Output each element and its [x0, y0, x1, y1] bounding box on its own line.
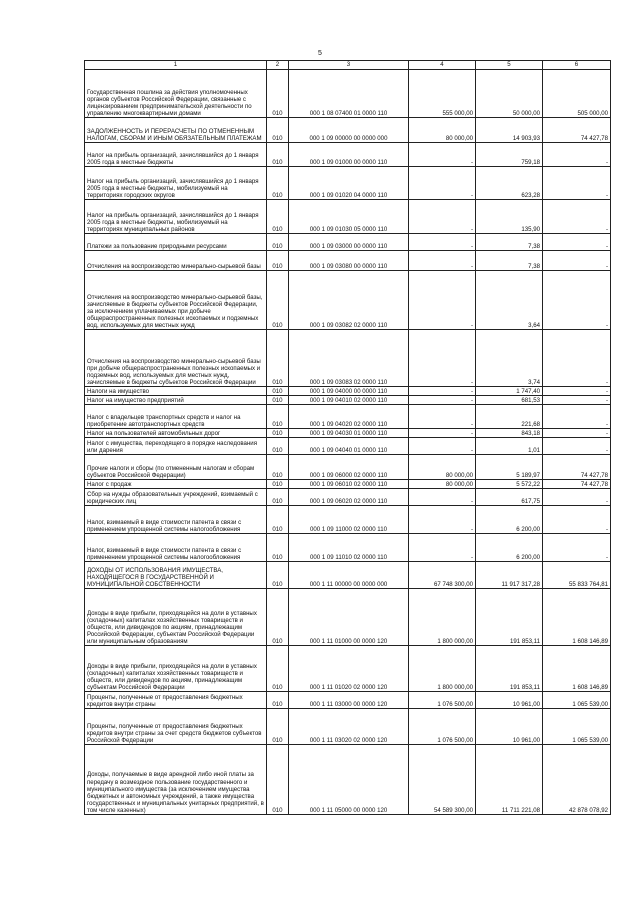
row-approved-amount-cell: 1 076 500,00	[409, 692, 476, 709]
row-name-cell: Налог с владельцев транспортных средств и налог на приобретение автотранспортных средств	[85, 405, 267, 429]
row-line-code-cell: 010	[267, 200, 289, 234]
row-budget-code-cell: 000 1 09 11010 02 0000 110	[289, 534, 409, 562]
column-header: 2	[267, 61, 289, 70]
row-name-cell: Налог на прибыль организаций, зачислявшийся до 1 января 2005 года в местные бюджеты	[85, 143, 267, 167]
row-executed-amount-cell: 1,01	[476, 438, 543, 455]
row-approved-amount-cell: 80 000,00	[409, 480, 476, 489]
table-row	[85, 330, 611, 387]
row-executed-amount-cell: 623,28	[476, 167, 543, 200]
table-row	[85, 709, 611, 745]
row-budget-code-cell: 000 1 09 00000 00 0000 000	[289, 118, 409, 143]
row-name-cell: Прочие налоги и сборы (по отмененным налогам и сборам субъектов Российской Федерации)	[85, 455, 267, 480]
row-executed-amount-cell: 759,18	[476, 143, 543, 167]
table-row	[85, 387, 611, 396]
row-line-code-cell: 010	[267, 387, 289, 396]
row-executed-amount-cell: 3,64	[476, 271, 543, 330]
row-line-code-cell: 010	[267, 506, 289, 534]
row-unexecuted-amount-cell: -	[543, 234, 611, 251]
row-budget-code-cell: 000 1 09 04010 02 0000 110	[289, 396, 409, 405]
row-approved-amount-cell: -	[409, 387, 476, 396]
row-line-code-cell: 010	[267, 143, 289, 167]
row-executed-amount-cell: 7,38	[476, 234, 543, 251]
row-name-cell: Доходы в виде прибыли, приходящейся на доли в уставных (складочных) капиталах хозяйственных товариществ и обществ, или дивидендов по акциям, принадлежащим субъектам Российской Федерации	[85, 646, 267, 692]
row-unexecuted-amount-cell: 74 427,78	[543, 480, 611, 489]
row-approved-amount-cell: 80 000,00	[409, 455, 476, 480]
column-header: 5	[476, 61, 543, 70]
row-line-code-cell: 010	[267, 534, 289, 562]
row-name-cell: Налог на имущество предприятий	[85, 396, 267, 405]
budget-report-table	[84, 60, 611, 815]
row-line-code-cell: 010	[267, 429, 289, 438]
row-approved-amount-cell: -	[409, 534, 476, 562]
row-line-code-cell: 010	[267, 70, 289, 118]
table-row	[85, 167, 611, 200]
row-line-code-cell: 010	[267, 480, 289, 489]
table-row	[85, 589, 611, 646]
row-unexecuted-amount-cell: -	[543, 396, 611, 405]
row-unexecuted-amount-cell: 505 000,00	[543, 70, 611, 118]
row-budget-code-cell: 000 1 11 01000 00 0000 120	[289, 589, 409, 646]
row-name-cell: Сбор на нужды образовательных учреждений, взимаемый с юридических лиц	[85, 489, 267, 506]
row-unexecuted-amount-cell: -	[543, 429, 611, 438]
row-budget-code-cell: 000 1 09 03080 00 0000 110	[289, 251, 409, 271]
row-budget-code-cell: 000 1 09 04000 00 0000 110	[289, 387, 409, 396]
row-approved-amount-cell: -	[409, 167, 476, 200]
row-unexecuted-amount-cell: 1 608 146,89	[543, 589, 611, 646]
row-executed-amount-cell: 191 853,11	[476, 646, 543, 692]
row-budget-code-cell: 000 1 11 03000 00 0000 120	[289, 692, 409, 709]
row-budget-code-cell: 000 1 09 04040 01 0000 110	[289, 438, 409, 455]
row-name-cell: Налог на прибыль организаций, зачислявшийся до 1 января 2005 года в местные бюджеты, мобилизуемый на территориях городских округов	[85, 167, 267, 200]
row-budget-code-cell: 000 1 09 06010 02 0000 110	[289, 480, 409, 489]
column-header: 3	[289, 61, 409, 70]
row-executed-amount-cell: 221,68	[476, 405, 543, 429]
row-budget-code-cell: 000 1 09 03000 00 0000 110	[289, 234, 409, 251]
row-line-code-cell: 010	[267, 438, 289, 455]
row-executed-amount-cell: 1 747,40	[476, 387, 543, 396]
row-approved-amount-cell: 67 748 300,00	[409, 562, 476, 589]
row-approved-amount-cell: -	[409, 143, 476, 167]
row-unexecuted-amount-cell: 74 427,78	[543, 118, 611, 143]
table-row	[85, 271, 611, 330]
row-name-cell: Отчисления на воспроизводство минерально-сырьевой базы при добыче общераспространенных полезных ископаемых и подземных вод, используемых для местных нужд, зачисляемые в бюджеты субъектов Российской Федерации	[85, 330, 267, 387]
row-approved-amount-cell: 555 000,00	[409, 70, 476, 118]
row-line-code-cell: 010	[267, 455, 289, 480]
row-unexecuted-amount-cell: -	[543, 271, 611, 330]
row-budget-code-cell: 000 1 11 03020 02 0000 120	[289, 709, 409, 745]
row-budget-code-cell: 000 1 09 03082 02 0000 110	[289, 271, 409, 330]
row-unexecuted-amount-cell: -	[543, 489, 611, 506]
row-approved-amount-cell: -	[409, 251, 476, 271]
row-line-code-cell: 010	[267, 167, 289, 200]
row-budget-code-cell: 000 1 09 01020 04 0000 110	[289, 167, 409, 200]
row-executed-amount-cell: 10 961,00	[476, 692, 543, 709]
row-unexecuted-amount-cell: -	[543, 251, 611, 271]
row-line-code-cell: 010	[267, 646, 289, 692]
row-budget-code-cell: 000 1 11 01020 02 0000 120	[289, 646, 409, 692]
row-name-cell: Налоги на имущество	[85, 387, 267, 396]
row-approved-amount-cell: -	[409, 506, 476, 534]
row-name-cell: Доходы в виде прибыли, приходящейся на доли в уставных (складочных) капиталах хозяйственных товариществ и обществ, или дивидендов по акциям, принадлежащим Российской Федерации, субъектам Российской Федерации или муниципальным образованиям	[85, 589, 267, 646]
row-unexecuted-amount-cell: -	[543, 438, 611, 455]
row-unexecuted-amount-cell: -	[543, 330, 611, 387]
table-row	[85, 234, 611, 251]
row-approved-amount-cell: 80 000,00	[409, 118, 476, 143]
row-budget-code-cell: 000 1 09 06000 02 0000 110	[289, 455, 409, 480]
row-unexecuted-amount-cell: 74 427,78	[543, 455, 611, 480]
column-header: 4	[409, 61, 476, 70]
row-budget-code-cell: 000 1 08 07400 01 0000 110	[289, 70, 409, 118]
row-executed-amount-cell: 14 903,93	[476, 118, 543, 143]
row-approved-amount-cell: -	[409, 330, 476, 387]
table-row	[85, 143, 611, 167]
table-row	[85, 70, 611, 118]
row-name-cell: Проценты, полученные от предоставления бюджетных кредитов внутри страны	[85, 692, 267, 709]
page-number: 5	[318, 50, 322, 57]
row-line-code-cell: 010	[267, 489, 289, 506]
row-name-cell: Проценты, полученные от предоставления бюджетных кредитов внутри страны за счет средств бюджетов субъектов Российской Федерации	[85, 709, 267, 745]
row-executed-amount-cell: 50 000,00	[476, 70, 543, 118]
row-line-code-cell: 010	[267, 692, 289, 709]
row-unexecuted-amount-cell: -	[543, 534, 611, 562]
row-executed-amount-cell: 191 853,11	[476, 589, 543, 646]
row-executed-amount-cell: 617,75	[476, 489, 543, 506]
row-approved-amount-cell: -	[409, 405, 476, 429]
row-executed-amount-cell: 10 961,00	[476, 709, 543, 745]
table-header-row	[85, 61, 611, 70]
row-unexecuted-amount-cell: -	[543, 200, 611, 234]
row-approved-amount-cell: -	[409, 234, 476, 251]
row-budget-code-cell: 000 1 11 00000 00 0000 000	[289, 562, 409, 589]
table-row	[85, 480, 611, 489]
row-line-code-cell: 010	[267, 234, 289, 251]
row-budget-code-cell: 000 1 09 01000 00 0000 110	[289, 143, 409, 167]
row-executed-amount-cell: 3,74	[476, 330, 543, 387]
row-name-cell: Налог на пользователей автомобильных дорог	[85, 429, 267, 438]
row-unexecuted-amount-cell: -	[543, 405, 611, 429]
row-unexecuted-amount-cell: 1 065 539,00	[543, 692, 611, 709]
table-row	[85, 438, 611, 455]
row-name-cell: Налог, взимаемый в виде стоимости патента в связи с применением упрощенной системы налогообложения	[85, 534, 267, 562]
row-unexecuted-amount-cell: 42 878 078,92	[543, 745, 611, 815]
row-budget-code-cell: 000 1 09 04030 01 0000 110	[289, 429, 409, 438]
row-approved-amount-cell: -	[409, 396, 476, 405]
row-line-code-cell: 010	[267, 405, 289, 429]
row-line-code-cell: 010	[267, 589, 289, 646]
row-line-code-cell: 010	[267, 251, 289, 271]
table-row	[85, 692, 611, 709]
column-header: 6	[543, 61, 611, 70]
row-name-cell: ДОХОДЫ ОТ ИСПОЛЬЗОВАНИЯ ИМУЩЕСТВА, НАХОДЯЩЕГОСЯ В ГОСУДАРСТВЕННОЙ И МУНИЦИПАЛЬНОЙ СОБСТВЕННОСТИ	[85, 562, 267, 589]
column-header: 1	[85, 61, 267, 70]
row-name-cell: Государственная пошлина за действия уполномоченных органов субъектов Российской Федерации, связанные с лицензированием предпринимательской деятельности по управлению многоквартирными домами	[85, 70, 267, 118]
row-name-cell: Налог, взимаемый в виде стоимости патента в связи с применением упрощенной системы налогообложения	[85, 506, 267, 534]
row-budget-code-cell: 000 1 09 04020 02 0000 110	[289, 405, 409, 429]
table-row	[85, 506, 611, 534]
row-line-code-cell: 010	[267, 709, 289, 745]
row-executed-amount-cell: 5 189,97	[476, 455, 543, 480]
table-row	[85, 745, 611, 815]
row-executed-amount-cell: 11 917 317,28	[476, 562, 543, 589]
row-approved-amount-cell: -	[409, 429, 476, 438]
row-approved-amount-cell: 1 800 000,00	[409, 589, 476, 646]
row-budget-code-cell: 000 1 09 11000 02 0000 110	[289, 506, 409, 534]
row-approved-amount-cell: -	[409, 271, 476, 330]
row-unexecuted-amount-cell: -	[543, 506, 611, 534]
row-name-cell: Налог с имущества, переходящего в порядке наследования или дарения	[85, 438, 267, 455]
row-executed-amount-cell: 11 711 221,08	[476, 745, 543, 815]
table-row	[85, 200, 611, 234]
row-name-cell: Налог на прибыль организаций, зачислявшийся до 1 января 2005 года в местные бюджеты, мобилизуемый на территориях муниципальных районов	[85, 200, 267, 234]
row-approved-amount-cell: 1 076 500,00	[409, 709, 476, 745]
table-row	[85, 646, 611, 692]
table-row	[85, 118, 611, 143]
row-executed-amount-cell: 7,38	[476, 251, 543, 271]
row-executed-amount-cell: 843,18	[476, 429, 543, 438]
row-executed-amount-cell: 135,90	[476, 200, 543, 234]
row-approved-amount-cell: -	[409, 200, 476, 234]
row-approved-amount-cell: 54 589 300,00	[409, 745, 476, 815]
row-executed-amount-cell: 681,53	[476, 396, 543, 405]
row-name-cell: ЗАДОЛЖЕННОСТЬ И ПЕРЕРАСЧЕТЫ ПО ОТМЕНЕННЫМ НАЛОГАМ, СБОРАМ И ИНЫМ ОБЯЗАТЕЛЬНЫМ ПЛАТЕЖАМ	[85, 118, 267, 143]
row-name-cell: Отчисления на воспроизводство минерально-сырьевой базы, зачисляемые в бюджеты субъектов Российской Федерации, за исключением уплачиваемых при добыче общераспространенных полезных ископаемых и подземных вод, используемых для местных нужд	[85, 271, 267, 330]
row-line-code-cell: 010	[267, 118, 289, 143]
row-unexecuted-amount-cell: 1 065 539,00	[543, 709, 611, 745]
row-approved-amount-cell: -	[409, 438, 476, 455]
row-unexecuted-amount-cell: -	[543, 387, 611, 396]
row-name-cell: Отчисления на воспроизводство минерально-сырьевой базы	[85, 251, 267, 271]
row-executed-amount-cell: 6 200,00	[476, 534, 543, 562]
row-executed-amount-cell: 5 572,22	[476, 480, 543, 489]
row-name-cell: Платежи за пользование природными ресурсами	[85, 234, 267, 251]
row-budget-code-cell: 000 1 11 05000 00 0000 120	[289, 745, 409, 815]
row-name-cell: Налог с продаж	[85, 480, 267, 489]
table-row	[85, 251, 611, 271]
row-unexecuted-amount-cell: 55 833 764,81	[543, 562, 611, 589]
table-row	[85, 489, 611, 506]
row-unexecuted-amount-cell: -	[543, 143, 611, 167]
row-budget-code-cell: 000 1 09 06020 02 0000 110	[289, 489, 409, 506]
row-unexecuted-amount-cell: 1 608 146,89	[543, 646, 611, 692]
table-row	[85, 405, 611, 429]
row-executed-amount-cell: 6 200,00	[476, 506, 543, 534]
table-row	[85, 455, 611, 480]
row-approved-amount-cell: -	[409, 489, 476, 506]
row-line-code-cell: 010	[267, 330, 289, 387]
row-name-cell: Доходы, получаемые в виде арендной либо иной платы за передачу в возмездное пользование государственного и муниципального имущества (за исключением имущества бюджетных и автономных учреждений, а также имущества государственных и муниципальных унитарных предприятий, в том числе казенных)	[85, 745, 267, 815]
row-line-code-cell: 010	[267, 396, 289, 405]
table-row	[85, 534, 611, 562]
table-row	[85, 562, 611, 589]
table-row	[85, 429, 611, 438]
row-line-code-cell: 010	[267, 745, 289, 815]
row-approved-amount-cell: 1 800 000,00	[409, 646, 476, 692]
row-budget-code-cell: 000 1 09 03083 02 0000 110	[289, 330, 409, 387]
table-row	[85, 396, 611, 405]
row-line-code-cell: 010	[267, 562, 289, 589]
row-line-code-cell: 010	[267, 271, 289, 330]
row-budget-code-cell: 000 1 09 01030 05 0000 110	[289, 200, 409, 234]
row-unexecuted-amount-cell: -	[543, 167, 611, 200]
